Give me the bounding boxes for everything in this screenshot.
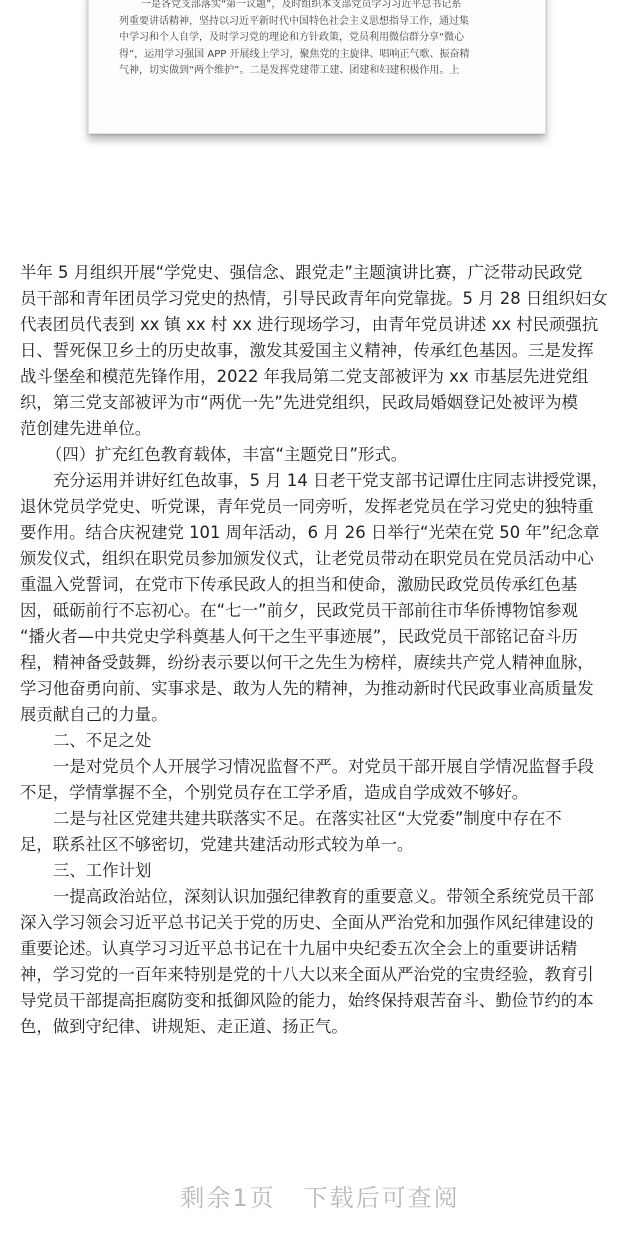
body-line: 员干部和青年团员学习党史的热情，引导民政青年向党靠拢。5 月 28 日组织妇女 xyxy=(20,289,608,308)
preview-line: 得”，运用学习强国 APP 开展线上学习，聚焦党的主旋律、唱响正气歌、振奋精 xyxy=(119,48,470,60)
body-line: “播火者—中共党史学科奠基人何干之生平事迹展”，民政党员干部铭记奋斗历 xyxy=(20,627,578,646)
paragraph-start: 一提高政治站位，深刻认识加强纪律教育的重要意义。带领全系统党员干部 xyxy=(53,887,594,906)
preview-line: 一是各党支部落实“第一议题”，及时组织本支部党员学习习近平总书记系 xyxy=(141,0,462,10)
section-heading: 三、工作计划 xyxy=(53,861,152,880)
body-line: 范创建先进单位。 xyxy=(20,419,152,438)
body-line: 要作用。结合庆祝建党 101 周年活动，6 月 26 日举行“光荣在党 50 年”纪念章 xyxy=(20,523,600,542)
preview-line: 中学习和个人自学，及时学习党的理论和方针政策，党员利用微信群分享“微心 xyxy=(119,32,465,43)
body-line: 战斗堡垒和模范先锋作用，2022 年我局第二党支部被评为 xx 市基层先进党组 xyxy=(20,367,589,386)
body-line: 织，第三党支部被评为市“两优一先”先进党组织，民政局婚姻登记处被评为模 xyxy=(20,393,578,412)
body-line: 因，砥砺前行不忘初心。在“七一”前夕，民政党员干部前往市华侨博物馆参观 xyxy=(20,601,578,620)
preview-area xyxy=(0,0,640,175)
body-line: 神，学习党的一百年来特别是党的十八大以来全面从严治党的宝贵经验，教育引 xyxy=(20,965,594,984)
section-heading: （四）扩充红色教育载体，丰富“主题党日”形式。 xyxy=(46,445,408,464)
body-line: 深入学习领会习近平总书记关于党的历史、全面从严治党和加强作风纪律建设的 xyxy=(20,913,594,932)
paragraph-start: 二是与社区党建共建共联落实不足。在落实社区“大党委”制度中存在不 xyxy=(53,809,562,828)
remaining-pages-bar[interactable] xyxy=(0,1168,640,1228)
body-line: 不足，学情掌握不全，个别党员存在工学矛盾，造成自学成效不够好。 xyxy=(20,783,529,802)
body-line: 重要论述。认真学习习近平总书记在十九届中央纪委五次全会上的重要讲话精 xyxy=(20,939,578,958)
body-line: 退休党员学党史、听党课，青年党员一同旁听，发挥老党员在学习党史的独特重 xyxy=(20,497,594,516)
body-line: 学习他奋勇向前、实事求是、敢为人先的精神，为推动新时代民政事业高质量发 xyxy=(20,679,594,698)
preview-line: 列重要讲话精神，坚持以习近平新时代中国特色社会主义思想指导工作，通过集 xyxy=(119,15,469,27)
body-line: 日、誓死保卫乡土的历史故事，激发其爱国主义精神，传承红色基因。三是发挥 xyxy=(20,341,594,360)
body-line: 足，联系社区不够密切，党建共建活动形式较为单一。 xyxy=(20,835,414,854)
remaining-pages-notice[interactable] xyxy=(180,1168,459,1228)
preview-line: 气神，切实做到“两个维护”。二是发挥党建带工建、团建和妇建积极作用。上 xyxy=(119,65,460,76)
body-line: 半年 5 月组织开展“学党史、强信念、跟党走”主题演讲比赛，广泛带动民政党 xyxy=(20,263,583,282)
body-line: 展贡献自己的力量。 xyxy=(20,705,168,724)
document-body xyxy=(20,260,622,1040)
remaining-pages-label: 剩余1页 xyxy=(180,1184,276,1212)
body-line: 颁发仪式，组织在职党员参加颁发仪式，让老党员带动在职党员在党员活动中心 xyxy=(20,549,594,568)
body-line: 色，做到守纪律、讲规矩、走正道、扬正气。 xyxy=(20,1017,348,1036)
document-preview-card xyxy=(88,0,546,134)
paragraph-start: 一是对党员个人开展学习情况监督不严。对党员干部开展自学情况监督手段 xyxy=(53,757,594,776)
paragraph-start: 充分运用并讲好红色故事，5 月 14 日老干党支部书记谭仕庄同志讲授党课， xyxy=(53,471,609,490)
section-heading: 二、不足之处 xyxy=(53,731,152,750)
body-line: 程，精神备受鼓舞，纷纷表示要以何干之先生为榜样，赓续共产党人精神血脉， xyxy=(20,653,594,672)
body-line: 导党员干部提高拒腐防变和抵御风险的能力，始终保持艰苦奋斗、勤俭节约的本 xyxy=(20,991,594,1010)
download-hint-label: 下载后可查阅 xyxy=(303,1184,460,1212)
body-line: 重温入党誓词，在党市下传承民政人的担当和使命，激励民政党员传承红色基 xyxy=(20,575,578,594)
body-line: 代表团员代表到 xx 镇 xx 村 xx 进行现场学习，由青年党员讲述 xx 村民顽强抗 xyxy=(20,315,599,334)
